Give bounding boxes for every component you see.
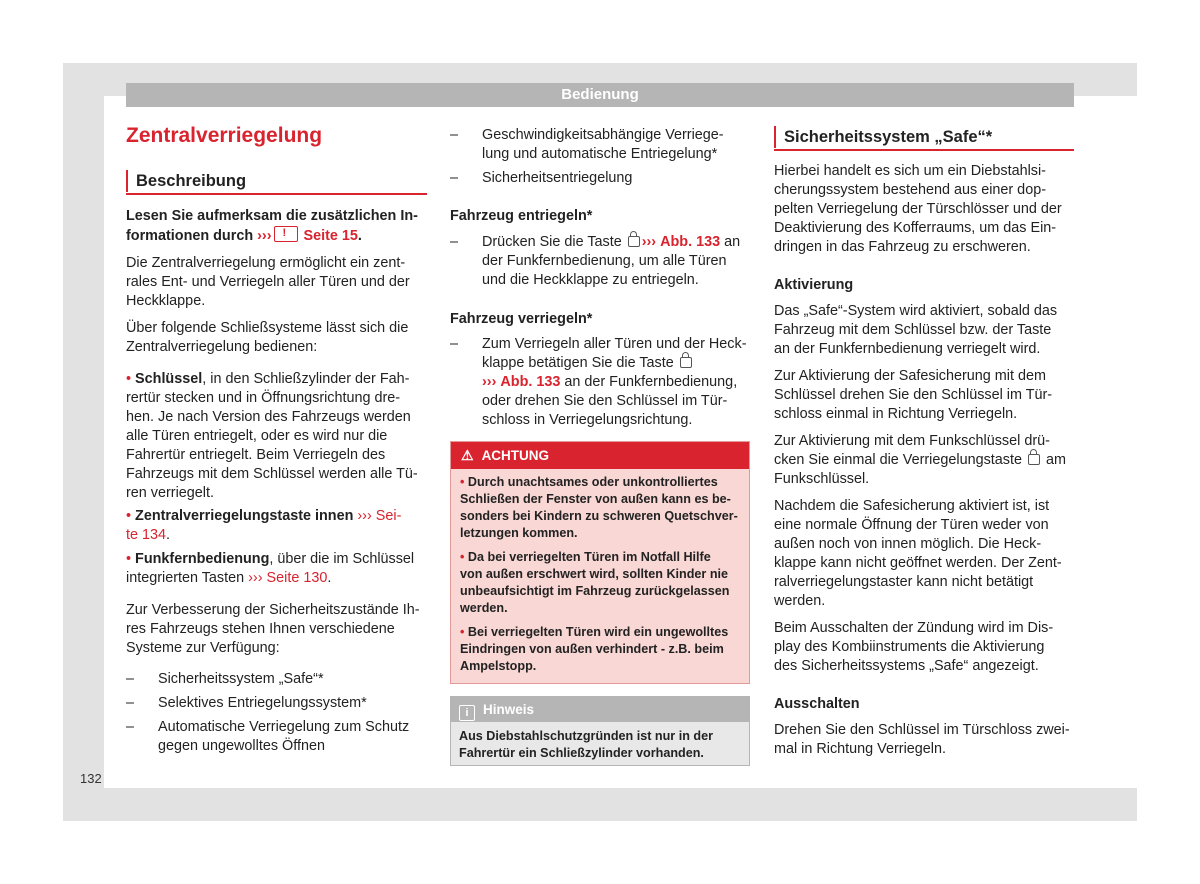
warning-line: sonders bei Kindern zu schweren Quetschver- [460, 509, 738, 523]
paragraph-line: play des Kombiinstruments die Aktivierung [774, 639, 1045, 655]
link-abb-133[interactable]: Abb. 133 [500, 374, 561, 390]
list-item: – Zum Verriegeln aller Türen und der Heck- [450, 336, 747, 352]
warning-header: ⚠ ACHTUNG [451, 442, 749, 469]
list-item-cont: der Funkfernbedienung, um alle Türen [482, 253, 727, 269]
link-seite-134[interactable]: te 134 [126, 527, 167, 543]
paragraph-line: Fahrzeug mit dem Schlüssel bzw. der Taste [774, 322, 1052, 338]
link-abb-133[interactable]: Abb. 133 [660, 234, 721, 250]
intro-line: Lesen Sie aufmerksam die zusätzlichen In- [126, 208, 418, 224]
lock-icon [680, 357, 692, 368]
bullet-line: integrierten Tasten ››› Seite 130. [126, 570, 332, 586]
paragraph-line: Systeme zur Verfügung: [126, 640, 280, 656]
warning-item: • Bei verriegelten Türen wird ein ungewolltes [460, 625, 729, 639]
paragraph-line: schloss einmal in Richtung Verriegeln. [774, 406, 1018, 422]
warning-line: unbeaufsichtigt im Fahrzeug zurückgelassen [460, 584, 730, 598]
warning-line: von außen erschwert wird, sollten Kinder nie [460, 567, 729, 581]
list-item-cont: lung und automatische Entriegelung* [482, 146, 718, 162]
heading-verriegeln: Fahrzeug verriegeln* [450, 311, 593, 327]
hint-header: i Hinweis [451, 697, 749, 722]
paragraph-line: eine normale Öffnung der Türen weder von [774, 517, 1049, 533]
paragraph-line: des Sicherheitssystems „Safe“ angezeigt. [774, 658, 1039, 674]
lock-icon [1028, 454, 1040, 465]
paragraph-line: Das „Safe“-System wird aktiviert, sobald das [774, 303, 1058, 319]
paragraph-line: cken Sie einmal die Verriegelungstaste am [774, 452, 1066, 468]
paragraph-line: Zentralverriegelung bedienen: [126, 339, 318, 355]
warning-box [450, 441, 750, 684]
list-item: – Automatische Verriegelung zum Schutz [126, 719, 410, 735]
heading-aktivierung: Aktivierung [774, 277, 854, 293]
paragraph-line: an der Funkfernbedienung verriegelt wird. [774, 341, 1041, 357]
list-item: – Sicherheitsentriegelung [450, 170, 633, 186]
paragraph-line: rales Ent- und Verriegeln aller Türen und der [126, 274, 410, 290]
list-item: – Geschwindigkeitsabhängige Verriege- [450, 127, 724, 143]
list-item-cont: ››› Abb. 133 an der Funkfernbedienung, [482, 374, 738, 390]
list-item-cont: und die Heckklappe zu entriegeln. [482, 272, 699, 288]
warning-item: • Durch unachtsames oder unkontrolliertes [460, 475, 718, 489]
unlock-icon [628, 236, 640, 247]
book-warning-icon [274, 226, 298, 242]
bullet-line: Fahrertür entriegelt. Beim Verriegeln des [126, 447, 386, 463]
bullet-line: ren verriegelt. [126, 485, 214, 501]
paragraph-line: pelten Verriegelung der Türschlösser und der [774, 201, 1062, 217]
intro-line: formationen durch ›››! Seite 15. [126, 226, 362, 246]
paragraph-line: Deaktivierung des Kofferraums, um das Ein- [774, 220, 1057, 236]
page-title: Zentralverriegelung [126, 124, 323, 147]
page-number: 132 [80, 771, 102, 786]
subhead-underline [126, 193, 427, 195]
hint-line: Aus Diebstahlschutzgründen ist nur in der [459, 729, 713, 743]
hint-line: Fahrertür ein Schließzylinder vorhanden. [459, 746, 704, 760]
paragraph-line: Funkschlüssel. [774, 471, 870, 487]
bullet-item: • Funkfernbedienung, über die im Schlüssel [126, 551, 415, 567]
paragraph-line: klappe kann nicht geöffnet werden. Der Zent- [774, 555, 1062, 571]
bullet-line: alle Türen entriegelt, oder es wird nur die [126, 428, 388, 444]
section-header: Bedienung [126, 83, 1074, 107]
paragraph-line: Hierbei handelt es sich um ein Diebstahlsi- [774, 163, 1046, 179]
paragraph-line: Über folgende Schließsysteme lässt sich die [126, 320, 409, 336]
paragraph-line: mal in Richtung Verriegeln. [774, 741, 946, 757]
list-item-cont: gegen ungewolltes Öffnen [158, 738, 325, 754]
paragraph-line: Zur Aktivierung mit dem Funkschlüssel drü- [774, 433, 1050, 449]
info-icon: i [459, 705, 475, 721]
warning-line: letzungen kommen. [460, 526, 578, 540]
list-item-cont: klappe betätigen Sie die Taste [450, 354, 750, 373]
paragraph-line: Die Zentralverriegelung ermöglicht ein zent- [126, 255, 406, 271]
link-seite-130[interactable]: Seite 130 [266, 570, 328, 586]
warning-triangle-icon: ⚠ [461, 447, 474, 463]
warning-line: Schließen der Fenster von außen kann es be- [460, 492, 731, 506]
list-item-cont: oder drehen Sie den Schlüssel im Tür- [482, 393, 728, 409]
warning-line: Eindringen von außen verhindert - z.B. beim [460, 642, 724, 656]
list-item: – Drücken Sie die Taste ››› Abb. 133 an [450, 234, 741, 250]
bullet-line: rertür stecken und in Öffnungsrichtung dre- [126, 390, 401, 406]
bullet-item: • Schlüssel, in den Schließzylinder der Fah- [126, 371, 410, 387]
list-item-cont: schloss in Verriegelungsrichtung. [482, 412, 693, 428]
bullet-item: • Zentralverriegelungstaste innen ››› Sei- [126, 508, 402, 524]
warning-line: Ampelstopp. [460, 659, 537, 673]
paragraph-line: Nachdem die Safesicherung aktiviert ist, ist [774, 498, 1050, 514]
list-item: – Sicherheitssystem „Safe“* [126, 671, 324, 687]
list-item: – Selektives Entriegelungssystem* [126, 695, 367, 711]
warning-line: werden. [460, 601, 508, 615]
subhead-beschreibung: Beschreibung [126, 170, 246, 192]
subhead-underline [774, 149, 1074, 151]
warning-item: • Da bei verriegelten Türen im Notfall Hilfe [460, 550, 711, 564]
paragraph-line: Drehen Sie den Schlüssel im Türschloss zwei- [774, 722, 1070, 738]
paragraph-line: Schlüssel drehen Sie den Schlüssel im Tür- [774, 387, 1053, 403]
paragraph-line: Zur Aktivierung der Safesicherung mit dem [774, 368, 1046, 384]
link-seite-134[interactable]: Sei- [375, 508, 402, 524]
bullet-line: te 134. [126, 527, 171, 543]
bullet-line: Fahrzeugs mit dem Schlüssel werden alle Tü- [126, 466, 418, 482]
paragraph-line: Zur Verbesserung der Sicherheitszustände Ih- [126, 602, 420, 618]
paragraph-line: cherungssystem bestehend aus einer dop- [774, 182, 1046, 198]
bullet-line: hen. Je nach Version des Fahrzeugs werden [126, 409, 411, 425]
heading-ausschalten: Ausschalten [774, 696, 860, 712]
paragraph-line: ralverriegelungstaster kann nicht betätigt [774, 574, 1034, 590]
paragraph-line: Beim Ausschalten der Zündung wird im Dis- [774, 620, 1054, 636]
paragraph-line: außen noch von innen möglich. Die Heck- [774, 536, 1042, 552]
subhead-safe: Sicherheitssystem „Safe“* [774, 126, 992, 148]
link-seite-15[interactable]: Seite 15 [303, 228, 358, 244]
paragraph-line: werden. [774, 593, 826, 609]
heading-entriegeln: Fahrzeug entriegeln* [450, 208, 593, 224]
paragraph-line: Heckklappe. [126, 293, 206, 309]
hint-box [450, 696, 750, 766]
paragraph-line: res Fahrzeugs stehen Ihnen verschiedene [126, 621, 395, 637]
paragraph-line: dringen in das Fahrzeug zu erschweren. [774, 239, 1031, 255]
